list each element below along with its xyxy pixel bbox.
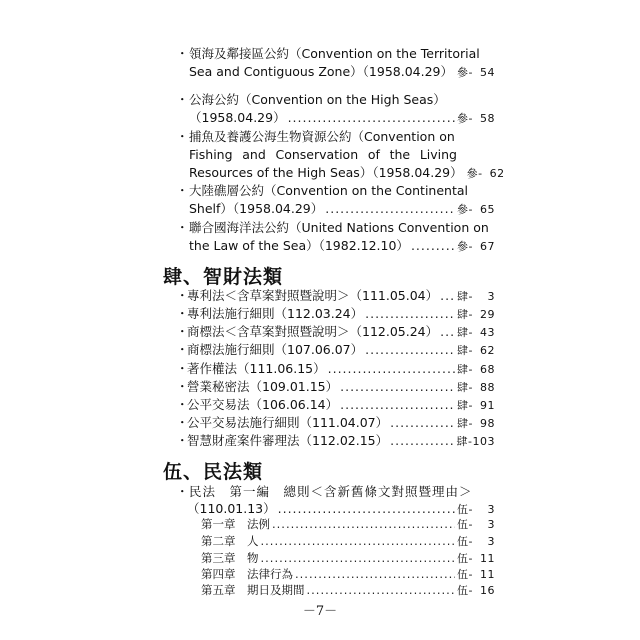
page-ref [457,583,495,599]
section-ref: 伍- [457,535,473,548]
chapter-title: 第三章 物 [201,551,259,565]
toc-entry-chapter[interactable] [201,533,495,550]
section-ref: 參- [457,66,473,79]
page-ref [457,110,495,128]
page-number: 103 [472,435,495,448]
entry-title: 營業秘密法（109.01.15） [187,379,339,394]
page-ref [457,397,495,415]
dot-leader [328,360,455,378]
page-number: 43 [480,326,495,339]
dot-leader [325,200,455,218]
page-ref [457,324,495,342]
section-ref: 參- [457,203,473,216]
entry-title-line1: 公海公約（Convention on the High Seas） [189,92,446,107]
dot-leader [340,378,455,396]
chapter-title: 第一章 法例 [201,517,270,531]
dot-leader [390,432,454,450]
bullet-icon: ・ [176,342,189,357]
page-number: 68 [480,363,495,376]
section-ref: 肆- [456,435,473,448]
chapter-title: 第二章 人 [201,534,259,548]
entry-title-line3: Resources of the High Seas）（1958.04.29） [189,165,463,180]
entry-title-line2: （110.01.13） [187,501,276,516]
entry-leader-line [187,287,495,306]
dot-leader [288,109,455,127]
page-ref [457,361,495,379]
toc-entry-chapter[interactable] [201,582,495,599]
page-number: 3 [487,518,495,531]
toc-entry-chapter[interactable] [201,516,495,533]
section-ref: 肆- [457,381,473,394]
page-ref [457,306,495,324]
section-ref: 伍- [457,503,473,516]
bullet-icon: ・ [176,484,189,499]
entry-leader-line [187,378,495,397]
section-ref: 肆- [457,290,473,303]
entry-leader-line [189,109,495,128]
section-ref: 伍- [457,584,473,597]
chapter-title: 第五章 期日及期間 [201,583,305,597]
entry-title: 著作權法（111.06.15） [187,361,326,376]
section-ref: 肆- [457,363,473,376]
entry-title-line2: Sea and Contiguous Zone）（1958.04.29） [189,64,453,79]
page-ref [457,433,495,451]
entry-title-line1: 聯合國海洋法公約（United Nations Convention on [189,220,489,235]
toc-entry-chapter[interactable] [201,566,495,583]
dot-leader [340,396,455,414]
bullet-icon: ・ [176,183,189,198]
bullet-icon: ・ [176,324,189,339]
entry-title: 智慧財產案件審理法（112.02.15） [187,433,389,448]
section-ref: 伍- [457,552,473,565]
section-ref: 伍- [457,568,473,581]
page-ref [457,64,495,82]
section-ref: 參- [457,240,473,253]
page-number-footer: －7－ [302,604,338,619]
dot-leader [440,287,455,305]
dot-leader [411,237,455,255]
bullet-icon: ・ [176,379,189,394]
dot-leader [390,414,455,432]
bullet-icon: ・ [176,415,189,430]
page-number: 11 [480,568,495,581]
page-number: 3 [487,290,495,303]
page-number: 3 [487,535,495,548]
entry-leader-line [187,323,495,342]
page-number: 62 [480,344,495,357]
page-number: 11 [480,552,495,565]
page-ref [457,288,495,306]
entry-leader-line [187,360,495,379]
page-ref [457,517,495,533]
entry-title: 公平交易法施行細則（111.04.07） [187,415,389,430]
entry-leader-line [189,237,495,256]
page-number: 98 [480,417,495,430]
section-ref: 參- [466,167,483,180]
dot-leader [440,323,455,341]
page-ref [457,415,495,433]
dot-leader [261,533,456,549]
page-ref [457,534,495,550]
section-ref: 參- [457,112,473,125]
section-ref: 肆- [457,326,473,339]
section-ref: 肆- [457,308,473,321]
page-ref [467,165,505,183]
section-ref: 肆- [457,344,473,357]
page-ref [457,342,495,360]
entry-title-line1: 民法 第一編 總則＜含新舊條文對照暨理由＞ [189,484,473,499]
entry-title-line1: 領海及鄰接區公約（Convention on the Territorial [189,46,480,61]
entry-title-line2: Fishing and Conservation of the Living [189,147,457,162]
page-ref [457,567,495,583]
page-ref [457,379,495,397]
bullet-icon: ・ [176,129,189,144]
page-number: 62 [489,167,505,180]
entry-leader-line [189,63,495,82]
entry-title: 專利法施行細則（112.03.24） [187,306,364,321]
entry-title-line1: 大陸礁層公約（Convention on the Continental [189,183,468,198]
bullet-icon: ・ [176,361,189,376]
page-ref [457,201,495,219]
entry-title: 商標法施行細則（107.06.07） [187,342,364,357]
entry-title: 公平交易法（106.06.14） [187,397,339,412]
page-number: 58 [480,112,495,125]
dot-leader [295,566,455,582]
page-ref [457,238,495,256]
dot-leader [307,582,456,598]
section-ref: 肆- [457,399,473,412]
section-ref: 伍- [457,518,473,531]
entry-title: 商標法＜含草案對照暨說明＞（112.05.24） [187,324,439,339]
section-ref: 肆- [457,417,473,430]
entry-leader-line [187,341,495,360]
entry-leader-line [187,414,495,433]
entry-title-line2: Shelf）（1958.04.29） [189,201,324,216]
page-number: 54 [480,66,495,79]
entry-leader-line [187,396,495,415]
page-number: 29 [480,308,495,321]
page-number: 67 [480,240,495,253]
page-number: 16 [480,584,495,597]
dot-leader [272,516,455,532]
entry-title: 專利法＜含草案對照暨說明＞（111.05.04） [187,288,439,303]
entry-leader-line [187,432,495,451]
entry-title-line1: 捕魚及養護公海生物資源公約（Convention on [189,129,455,144]
page-ref [457,551,495,567]
page-number: 65 [480,203,495,216]
bullet-icon: ・ [176,220,189,235]
chapter-title: 第四章 法律行為 [201,567,293,581]
dot-leader [261,550,456,566]
bullet-icon: ・ [176,46,189,61]
toc-entry-chapter[interactable] [201,550,495,567]
page-number: 91 [480,399,495,412]
page-number: 3 [487,503,495,516]
entry-leader-line [189,200,495,219]
section-heading-ip: 肆、智財法類 [163,266,284,288]
page-number: 88 [480,381,495,394]
dot-leader [365,305,455,323]
dot-leader [365,341,455,359]
entry-leader-line [187,305,495,324]
entry-leader-line [189,164,505,183]
bullet-icon: ・ [176,306,189,321]
bullet-icon: ・ [176,92,189,107]
entry-title-line2: （1958.04.29） [189,110,286,125]
bullet-icon: ・ [176,288,189,303]
section-heading-civil: 伍、民法類 [163,461,264,483]
bullet-icon: ・ [176,433,189,448]
entry-title-line2: the Law of the Sea）（1982.12.10） [189,238,409,253]
bullet-icon: ・ [176,397,189,412]
